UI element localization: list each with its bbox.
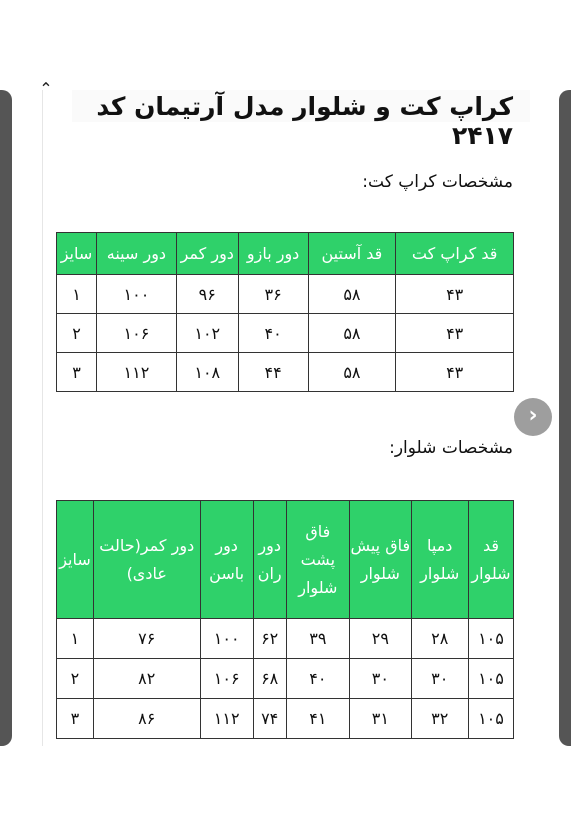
table-cell: ۲۸ (411, 619, 468, 659)
table-cell: ۱۰۸ (176, 353, 238, 392)
table-cell: ۲ (57, 659, 94, 699)
table-cell: ۳۲ (411, 699, 468, 739)
table-cell: ۳۱ (350, 699, 411, 739)
table-cell: ۲ (57, 314, 97, 353)
table-cell: ۵۸ (308, 353, 396, 392)
table-cell: ۶۲ (253, 619, 286, 659)
table-row (57, 699, 514, 739)
column-header: قد آستین (308, 233, 396, 275)
table-cell: ۴۳ (396, 353, 514, 392)
column-header: سایز (57, 233, 97, 275)
table-row (57, 314, 514, 353)
right-frame-edge (559, 90, 571, 746)
table-cell: ۷۴ (253, 699, 286, 739)
chevron-right-icon: › (528, 403, 538, 428)
table-row (57, 619, 514, 659)
table-cell: ۱ (57, 275, 97, 314)
column-header: فاق پشت شلوار (286, 501, 350, 619)
pants-section-label: مشخصات شلوار: (389, 438, 513, 458)
column-header: دمپا شلوار (411, 501, 468, 619)
table-header-row (57, 501, 514, 619)
table-cell: ۷۶ (93, 619, 200, 659)
table-cell: ۴۰ (286, 659, 350, 699)
table-cell: ۳ (57, 353, 97, 392)
table-cell: ۱۰۵ (468, 659, 513, 699)
table-cell: ۳ (57, 699, 94, 739)
table-header-row (57, 233, 514, 275)
table-cell: ۸۶ (93, 699, 200, 739)
column-header: دور سینه (97, 233, 177, 275)
column-header: دور باسن (200, 501, 253, 619)
column-header: دور ران (253, 501, 286, 619)
table-cell: ۱۰۲ (176, 314, 238, 353)
table-cell: ۱۰۶ (97, 314, 177, 353)
table-cell: ۹۶ (176, 275, 238, 314)
column-header: قد شلوار (468, 501, 513, 619)
table-cell: ۴۳ (396, 275, 514, 314)
left-frame-edge (0, 90, 12, 746)
table-cell: ۵۸ (308, 275, 396, 314)
column-header: سایز (57, 501, 94, 619)
table-cell: ۴۱ (286, 699, 350, 739)
table-cell: ۴۳ (396, 314, 514, 353)
table-cell: ۱۰۵ (468, 699, 513, 739)
table-row (57, 275, 514, 314)
crop-section-label: مشخصات کراپ کت: (362, 172, 513, 192)
table-row (57, 353, 514, 392)
table-cell: ۶۸ (253, 659, 286, 699)
table-cell: ۳۹ (286, 619, 350, 659)
table-cell: ۸۲ (93, 659, 200, 699)
table-cell: ۱۱۲ (97, 353, 177, 392)
table-cell: ۳۰ (350, 659, 411, 699)
column-header: دور کمر (176, 233, 238, 275)
table-cell: ۵۸ (308, 314, 396, 353)
table-cell: ۱۰۶ (200, 659, 253, 699)
column-header: فاق پیش شلوار (350, 501, 411, 619)
table-cell: ۴۴ (238, 353, 308, 392)
column-header: دور کمر(حالت عادی) (93, 501, 200, 619)
table-row (57, 659, 514, 699)
table-cell: ۳۶ (238, 275, 308, 314)
pants-spec-table (56, 500, 514, 739)
column-header: قد کراپ کت (396, 233, 514, 275)
table-cell: ۱۰۵ (468, 619, 513, 659)
crop-spec-table (56, 232, 514, 392)
table-cell: ۱۰۰ (97, 275, 177, 314)
table-cell: ۳۰ (411, 659, 468, 699)
table-cell: ۱ (57, 619, 94, 659)
table-cell: ۱۱۲ (200, 699, 253, 739)
chevron-up-icon[interactable]: ⌃ (39, 79, 53, 98)
next-button[interactable] (514, 398, 552, 436)
table-cell: ۴۰ (238, 314, 308, 353)
product-title: کراپ کت و شلوار مدل آرتیمان کد ۲۴۱۷ (96, 92, 513, 150)
column-header: دور بازو (238, 233, 308, 275)
table-cell: ۲۹ (350, 619, 411, 659)
table-cell: ۱۰۰ (200, 619, 253, 659)
